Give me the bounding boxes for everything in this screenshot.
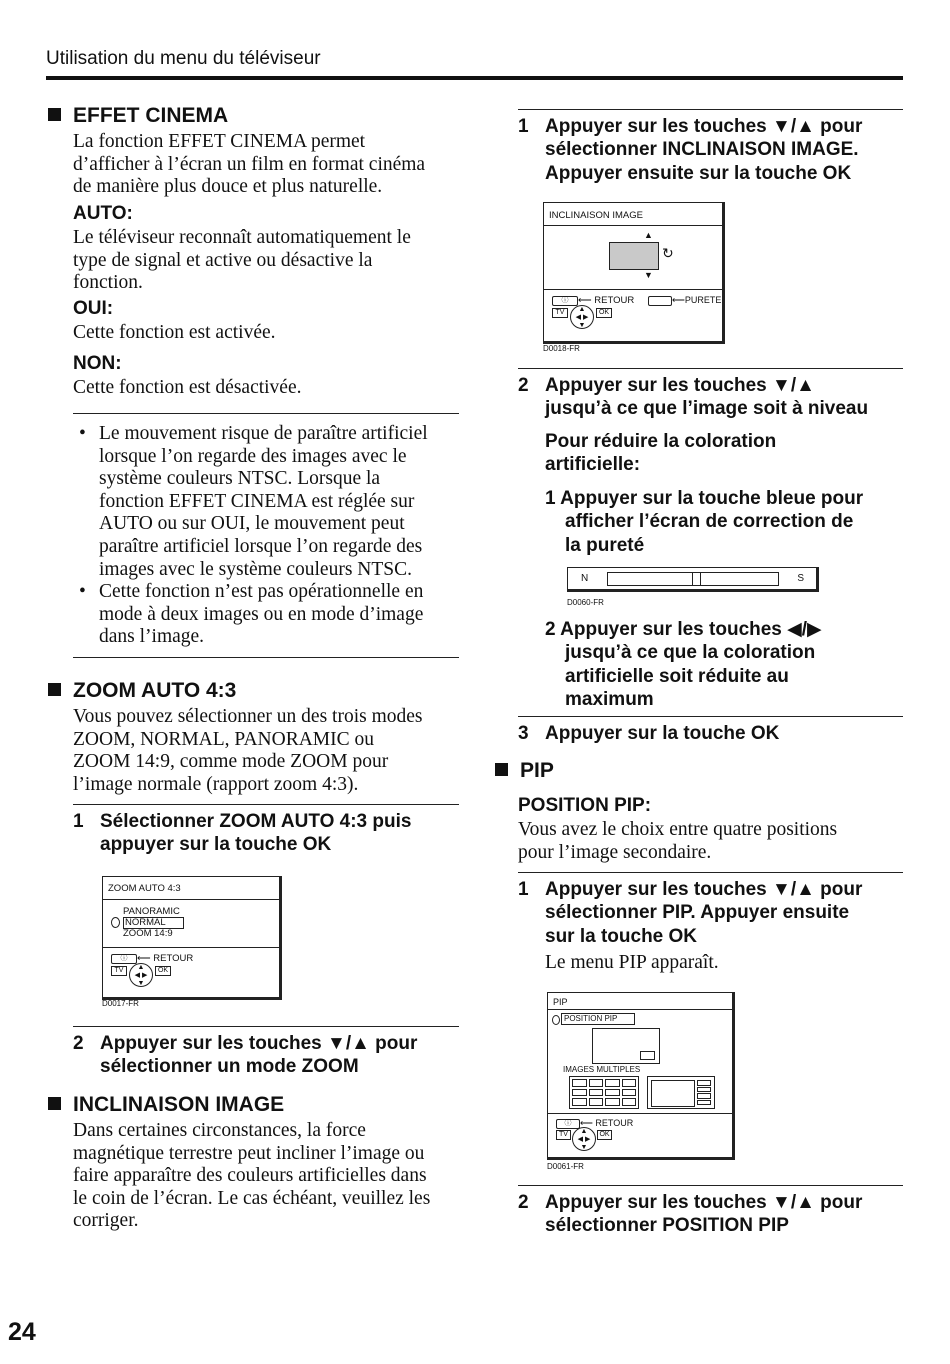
- zoom-option[interactable]: PANORAMIC: [123, 906, 180, 917]
- grid-cell: [589, 1089, 604, 1097]
- effet-cinema-heading: EFFET CINEMA: [48, 104, 228, 128]
- bullet-square-icon: [495, 763, 508, 776]
- step-rule: [518, 872, 903, 873]
- grid-cell: [605, 1089, 620, 1097]
- inclinaison-heading: INCLINAISON IMAGE: [48, 1093, 284, 1117]
- zoom-option[interactable]: ZOOM 14:9: [123, 928, 173, 939]
- tv-key: TV: [552, 308, 568, 318]
- bar-right-label: S: [797, 573, 804, 584]
- note-item: • Cette fonction n’est pas opérationnelle en mode à deux images ou en mode d’image dans l’image.: [73, 581, 463, 649]
- menu-key-icon: ⓘ: [111, 954, 137, 964]
- running-header: Utilisation du menu du téléviseur: [46, 48, 321, 69]
- ok-key: OK: [597, 1130, 612, 1140]
- screen-title: INCLINAISON IMAGE: [549, 210, 643, 221]
- pip-step-1: 1 Appuyer sur les touches ▼/▲ pour sélectionner PIP. Appuyer ensuite sur la touche OK: [518, 879, 863, 947]
- cycle-icon: [552, 1015, 560, 1025]
- incl-step-3: 3 Appuyer sur la touche OK: [518, 723, 780, 744]
- blue-key-icon: [648, 296, 672, 306]
- bar-left-label: N: [581, 573, 589, 584]
- multi-image-grid[interactable]: [569, 1076, 639, 1109]
- step-rule: [518, 109, 903, 110]
- rotate-icon: ↻: [662, 245, 674, 261]
- up-arrow-icon: ▲: [644, 230, 653, 240]
- grid-cell: [622, 1098, 637, 1106]
- pip-step-1-note: Le menu PIP apparaît.: [545, 952, 719, 973]
- substep-1: 1 Appuyer sur la touche bleue pour afficher l’écran de correction de la pureté: [545, 488, 864, 556]
- down-arrow-icon: ▼: [644, 270, 653, 280]
- purity-slider-thumb[interactable]: [692, 573, 701, 585]
- menu-key-icon: ⓘ: [552, 296, 578, 306]
- non-label: NON:: [73, 353, 122, 374]
- zoom-step-2: 2 Appuyer sur les touches ▼/▲ pour sélectionner un mode ZOOM: [73, 1033, 418, 1078]
- oui-label: OUI:: [73, 298, 114, 319]
- zoom-intro: Vous pouvez sélectionner un des trois modes ZOOM, NORMAL, PANORAMIC ou ZOOM 14:9, comme mode ZOOM pour l’image normale (rapport zoom 4:3).: [73, 706, 423, 795]
- non-text: Cette fonction est désactivée.: [73, 377, 302, 398]
- grid-cell: [697, 1100, 711, 1106]
- bullet-square-icon: [48, 108, 61, 121]
- note-rule-top: [73, 413, 459, 414]
- grid-cell: [622, 1079, 637, 1087]
- grid-cell: [572, 1079, 587, 1087]
- ok-key: OK: [155, 966, 171, 976]
- oui-text: Cette fonction est activée.: [73, 322, 276, 343]
- substep-2: 2 Appuyer sur les touches ◀/▶ jusqu’à ce que la coloration artificielle soit réduite au maximum: [545, 619, 822, 711]
- zoom-menu-screen: [102, 876, 282, 1000]
- bullet-square-icon: [48, 683, 61, 696]
- purity-slider-track[interactable]: [607, 572, 779, 586]
- pip-preview: [592, 1028, 660, 1064]
- grid-cell: [589, 1098, 604, 1106]
- grid-cell: [622, 1089, 637, 1097]
- screen-title: PIP: [553, 997, 568, 1007]
- note-item: • Le mouvement risque de paraître artificiel lorsque l’on regarde des images avec le système couleurs NTSC. Lorsque la fonction EFFET CINEMA est réglée sur AUTO ou sur OUI, le mouvement peut paraître artificiel lorsque l’on regarde des images avec le système couleurs NTSC.: [73, 423, 463, 581]
- incl-step-2: 2 Appuyer sur les touches ▼/▲ jusqu’à ce que l’image soit à niveau: [518, 375, 869, 420]
- inclinaison-intro: Dans certaines circonstances, la force magnétique terrestre peut incliner l’image ou faire apparaître des couleurs artificielles dans le coin de l’écran. Le cas échéant, veuillez les corriger.: [73, 1120, 431, 1232]
- position-pip-label: POSITION PIP:: [518, 795, 652, 816]
- tv-key: TV: [556, 1130, 571, 1140]
- position-pip-text: Vous avez le choix entre quatre positions pour l’image secondaire.: [518, 819, 838, 863]
- reduce-title: Pour réduire la coloration artificielle:: [545, 431, 777, 476]
- retour-label: ⟵ RETOUR: [578, 295, 635, 306]
- grid-cell: [697, 1087, 711, 1093]
- grid-cell: [589, 1079, 604, 1087]
- notes-list: [73, 423, 463, 649]
- tilt-picture: [609, 242, 659, 270]
- auto-label: AUTO:: [73, 203, 133, 224]
- ok-key: OK: [596, 308, 612, 318]
- position-pip-option[interactable]: POSITION PIP: [561, 1013, 635, 1025]
- grid-cell: [572, 1089, 587, 1097]
- auto-text: Le téléviseur reconnaît automatiquement le type de signal et active ou désactive la fonction.: [73, 227, 411, 294]
- figure-code: D0061-FR: [547, 1162, 584, 1171]
- zoom-step-1: 1 Sélectionner ZOOM AUTO 4:3 puis appuyer sur la touche OK: [73, 811, 412, 856]
- pip-menu-screen: [547, 992, 735, 1160]
- grid-cell: [605, 1098, 620, 1106]
- step-rule: [518, 716, 903, 717]
- header-rule: [46, 76, 903, 80]
- multi-image-preview[interactable]: [647, 1076, 715, 1109]
- grid-cell: [572, 1098, 587, 1106]
- zoom-heading: ZOOM AUTO 4:3: [48, 679, 236, 703]
- pip-step-2: 2 Appuyer sur les touches ▼/▲ pour sélectionner POSITION PIP: [518, 1192, 863, 1237]
- grid-cell: [697, 1093, 711, 1099]
- step-rule: [518, 368, 903, 369]
- step-rule: [518, 1185, 903, 1186]
- purete-label: ⟵PURETE: [672, 295, 722, 305]
- note-rule-bottom: [73, 657, 459, 658]
- incl-step-1: 1 Appuyer sur les touches ▼/▲ pour sélectionner INCLINAISON IMAGE. Appuyer ensuite sur la touche OK: [518, 116, 863, 184]
- dpad-icon: ▲ ◀ ▶ ▼: [129, 963, 153, 987]
- figure-code: D0018-FR: [543, 344, 580, 353]
- zoom-option-selected[interactable]: NORMAL: [123, 917, 184, 929]
- pip-subwindow: [640, 1051, 655, 1060]
- dpad-icon: ▲ ◀ ▶ ▼: [572, 1127, 596, 1151]
- step-rule: [73, 804, 459, 805]
- cycle-icon: [111, 917, 120, 928]
- purity-bar-screen: [567, 567, 819, 592]
- images-multiples-label: IMAGES MULTIPLES: [563, 1065, 641, 1074]
- inclinaison-menu-screen: [543, 202, 725, 344]
- bullet-square-icon: [48, 1097, 61, 1110]
- dpad-icon: ▲ ◀ ▶ ▼: [570, 305, 594, 329]
- effet-intro: La fonction EFFET CINEMA permet d’afficher à l’écran un film en format cinéma de manière plus douce et plus naturelle.: [73, 131, 426, 198]
- retour-label: ⟵ RETOUR: [580, 1118, 634, 1128]
- screen-title: ZOOM AUTO 4:3: [108, 883, 181, 894]
- pip-heading: PIP: [495, 759, 554, 783]
- grid-cell: [697, 1080, 711, 1086]
- retour-label: ⟵ RETOUR: [137, 953, 194, 964]
- step-rule: [73, 1026, 459, 1027]
- figure-code: D0060-FR: [567, 598, 604, 607]
- tv-key: TV: [111, 966, 127, 976]
- page-number: 24: [8, 1318, 36, 1346]
- grid-cell: [605, 1079, 620, 1087]
- figure-code: D0017-FR: [102, 999, 139, 1008]
- menu-key-icon: ⓘ: [556, 1119, 580, 1129]
